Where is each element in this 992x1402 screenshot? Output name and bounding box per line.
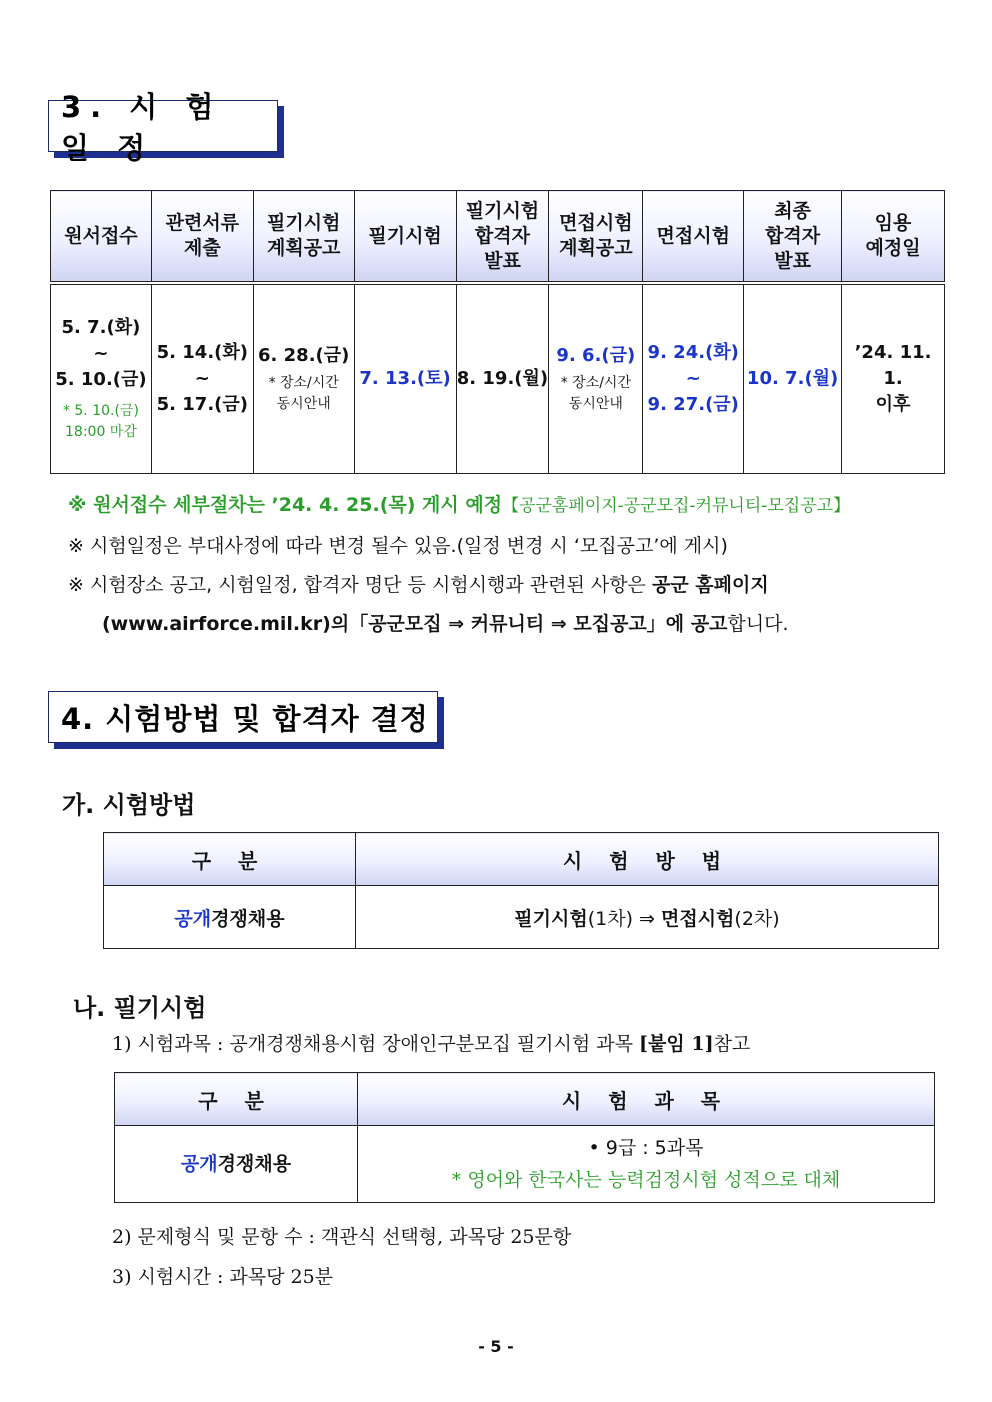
written-exam-date: 7. 13.(토): [359, 368, 451, 389]
final-result-date: 10. 7.(월): [746, 368, 839, 389]
schedule-date-row: [51, 283, 945, 474]
written-time-item: 3) 시험시간 : 과목당 25분: [112, 1266, 334, 1288]
exam-method-table: [103, 832, 939, 949]
appointment-after: 이후: [875, 394, 911, 415]
method-header-row: [104, 833, 939, 886]
method-heading: 가. 시험방법: [62, 791, 196, 819]
method-row-steps: [356, 886, 939, 949]
apply-start: 5. 7.(화): [61, 317, 141, 338]
note-schedule-change-text: ※ 시험일정은 부대사정에 따라 변경 될수 있음.(일정 변경 시 ‘모집공고’에 게시): [68, 535, 728, 557]
subjects-item-text: 1) 시험과목 : 공개경쟁채용시험 장애인구분모집 필기시험 과목: [112, 1033, 640, 1055]
written-plan-note: 동시안내: [276, 396, 331, 412]
step-interview: 면접시험: [661, 907, 735, 930]
schedule-header-cell: [643, 191, 744, 284]
note-application-procedure: [68, 492, 850, 519]
schedule-header-cell: [51, 191, 152, 284]
interview-plan-date: 9. 6.(금): [556, 345, 636, 366]
method-row: [104, 886, 939, 949]
schedule-header-cell: [456, 191, 549, 284]
method-header-method: 시 험 방 법: [356, 833, 939, 886]
arrow-icon: ⇒: [633, 907, 661, 930]
written-format-item: 2) 문제형식 및 문항 수 : 객관식 선택형, 과목당 25문항: [112, 1226, 572, 1248]
schedule-header-cell: [253, 191, 354, 284]
docs-cell: [151, 283, 253, 474]
header-label: 필기시험 합격자 발표: [465, 199, 540, 272]
header-label: 관련서류 제출: [165, 212, 240, 259]
step-written-order: (1차): [587, 907, 633, 930]
interview-plan-cell: [549, 283, 643, 474]
written-plan-date: 6. 28.(금): [258, 345, 350, 366]
written-plan-cell: [253, 283, 354, 474]
header-label: 임용 예정일: [865, 212, 921, 259]
range-tilde: ~: [93, 343, 109, 364]
subjects-item-tail: 참고: [713, 1033, 751, 1055]
step-interview-order: (2차): [734, 907, 780, 930]
exam-schedule-table: [50, 190, 945, 474]
note-application-location: 【공군홈페이지-공군모집-커뮤니티-모집공고】: [502, 496, 851, 516]
written-subjects-item: [112, 1029, 750, 1056]
label-open: 공개: [174, 907, 212, 930]
interview-cell: [643, 283, 744, 474]
header-label: 원서접수: [64, 224, 138, 247]
schedule-header-cell: [354, 191, 456, 284]
range-tilde: ~: [685, 368, 701, 389]
header-label: 필기시험 계획공고: [266, 212, 341, 259]
subject-row: [115, 1126, 935, 1203]
attachment-ref: [붙임 1]: [639, 1033, 714, 1055]
section-4-title: [48, 691, 438, 743]
label-competition: 경쟁채용: [211, 907, 285, 930]
subject-row-content: [358, 1126, 935, 1203]
appointment-date: ’24. 11. 1.: [854, 342, 932, 389]
schedule-header-cell: [842, 191, 945, 284]
written-plan-note: * 장소/시간: [268, 375, 339, 391]
interview-end: 9. 27.(금): [647, 394, 739, 415]
subject-header-subjects: 시 험 과 목: [358, 1073, 935, 1126]
written-result-cell: [456, 283, 549, 474]
note-announcement-path: [102, 611, 789, 637]
schedule-header-cell: [151, 191, 253, 284]
header-label: 면접시험: [656, 224, 730, 247]
appointment-cell: [842, 283, 945, 474]
header-label: 필기시험: [368, 224, 442, 247]
apply-deadline-time: 18:00 마감: [65, 424, 137, 440]
note-application-text: ※ 원서접수 세부절차는 ’24. 4. 25.(목) 게시 예정: [68, 494, 503, 516]
written-result-date: 8. 19.(월): [456, 368, 549, 389]
subject-header-row: [115, 1073, 935, 1126]
final-result-cell: [744, 283, 842, 474]
schedule-header-row: [51, 191, 945, 284]
apply-end: 5. 10.(금): [55, 369, 147, 390]
method-row-label: [104, 886, 356, 949]
apply-cell: [51, 283, 152, 474]
label-competition: 경쟁채용: [217, 1153, 292, 1175]
written-exam-cell: [354, 283, 456, 474]
docs-start: 5. 14.(화): [156, 342, 248, 363]
page-number: - 5 -: [478, 1337, 514, 1356]
step-written: 필기시험: [514, 907, 588, 930]
subject-count: • 9급 : 5과목: [588, 1137, 704, 1159]
section-3-title: [48, 90, 278, 165]
interview-plan-note: 동시안내: [568, 396, 623, 412]
note-announcement: [68, 572, 769, 598]
section-3-title-text: 3. 시 험 일 정: [61, 90, 223, 165]
written-heading: 나. 필기시험: [73, 994, 207, 1022]
method-header-division: 구 분: [104, 833, 356, 886]
note-announcement-text: ※ 시험장소 공고, 시험일정, 합격자 명단 등 시험시행과 관련된 사항은: [68, 574, 646, 596]
docs-end: 5. 17.(금): [156, 394, 248, 415]
subject-row-label: [115, 1126, 358, 1203]
header-label: 면접시험 계획공고: [559, 212, 633, 259]
label-open: 공개: [180, 1153, 218, 1175]
subject-header-division: 구 분: [115, 1073, 358, 1126]
note-path-tail: 합니다.: [727, 613, 789, 635]
apply-deadline-note: * 5. 10.(금): [62, 403, 139, 419]
note-schedule-change: [68, 533, 728, 559]
section-4-title-text: 4. 시험방법 및 합격자 결정: [61, 701, 429, 736]
range-tilde: ~: [194, 368, 210, 389]
exam-subject-table: [114, 1072, 935, 1203]
interview-plan-note: * 장소/시간: [560, 375, 631, 391]
subject-replacement-note: * 영어와 한국사는 능력검정시험 성적으로 대체: [451, 1169, 841, 1191]
schedule-header-cell: [744, 191, 842, 284]
note-homepage: 공군 홈페이지: [651, 574, 769, 596]
note-path-bold: (www.airforce.mil.kr)의「공군모집 ⇒ 커뮤니티 ⇒ 모집공고」에 공고: [102, 613, 728, 635]
interview-start: 9. 24.(화): [647, 342, 739, 363]
header-label: 최종 합격자 발표: [765, 199, 821, 272]
schedule-header-cell: [549, 191, 643, 284]
